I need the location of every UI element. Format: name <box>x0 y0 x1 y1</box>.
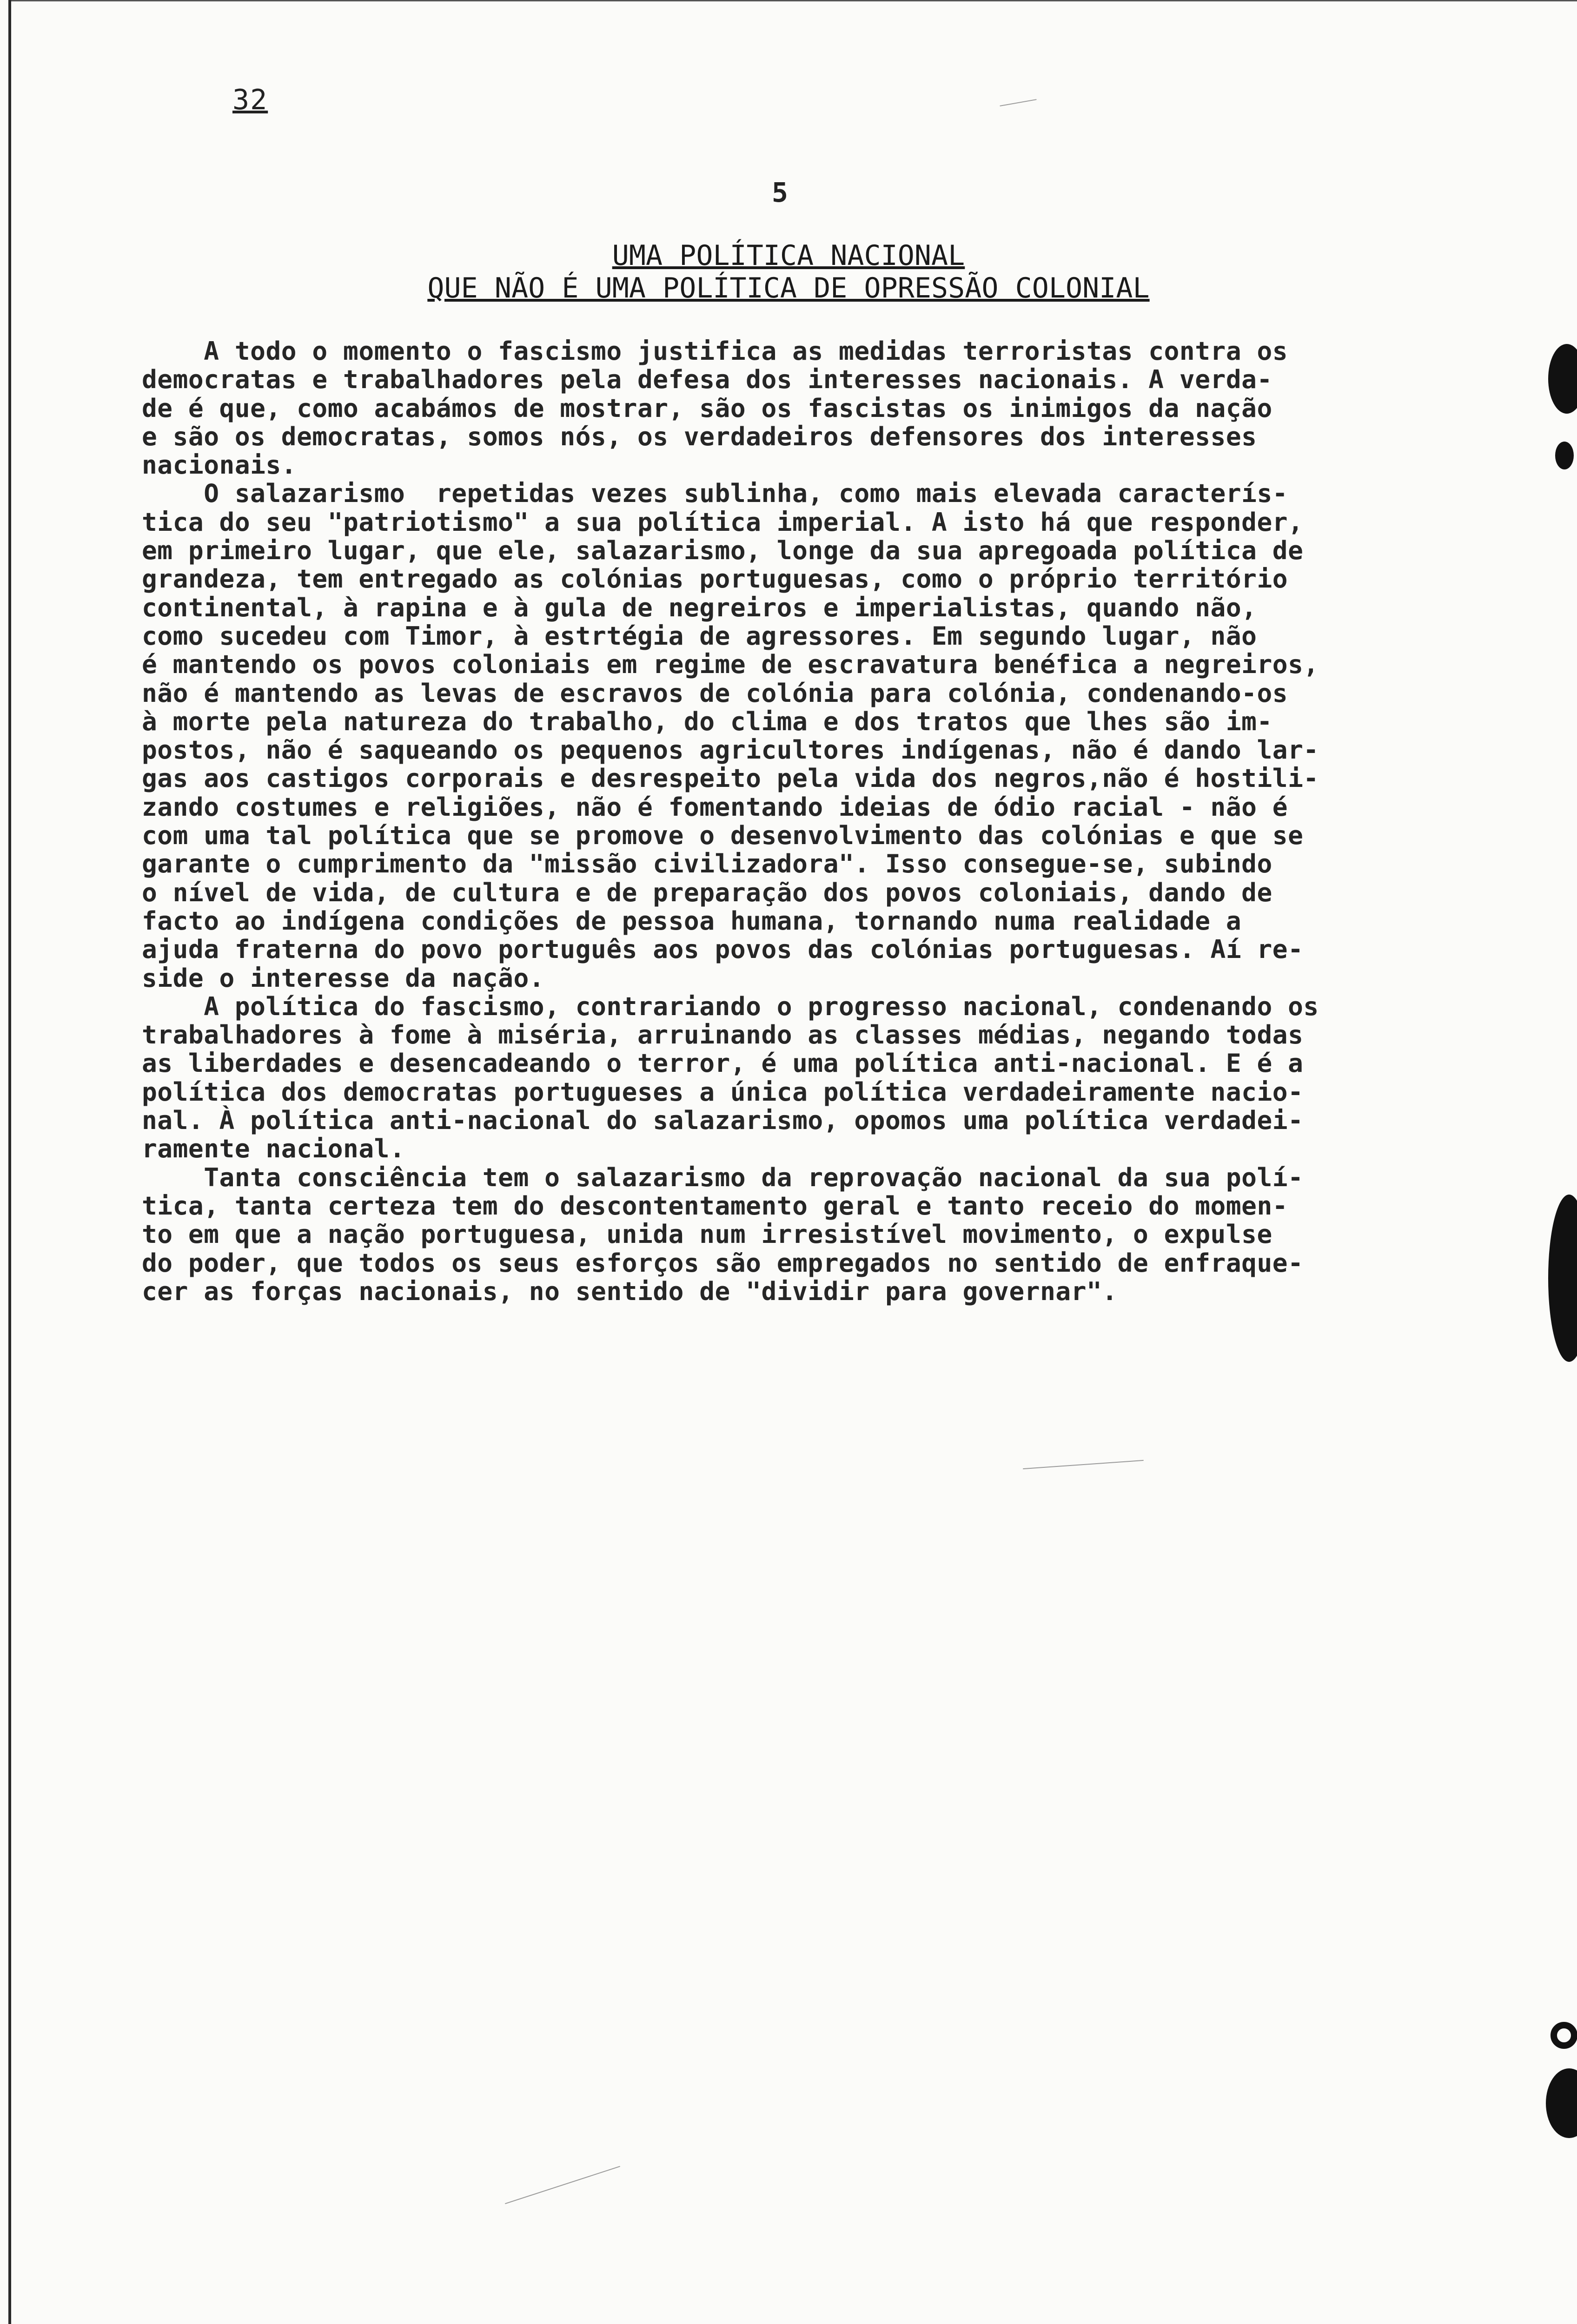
text-line: tica, tanta certeza tem do descontentamento geral e tanto receio do momen- <box>142 1190 1288 1221</box>
text-line: side o interesse da nação. <box>142 963 545 993</box>
text-line: nal. À política anti-nacional do salazarismo, opomos uma política verdadei- <box>142 1105 1304 1136</box>
body-text <box>142 337 1504 1306</box>
text-line: como sucedeu com Timor, à estrtégia de agressores. Em segundo lugar, não <box>142 621 1257 651</box>
section-number: 5 <box>772 177 788 208</box>
document-title <box>0 239 1577 304</box>
text-line: Tanta consciência tem o salazarismo da reprovação nacional da sua polí- <box>142 1162 1304 1192</box>
scan-speck <box>1000 99 1036 106</box>
text-line: gas aos castigos corporais e desrespeito pela vida dos negros,não é hostili- <box>142 763 1319 793</box>
text-line: democratas e trabalhadores pela defesa dos interesses nacionais. A verda- <box>142 364 1272 395</box>
text-line: ajuda fraterna do povo português aos povos das colónias portuguesas. Aí re- <box>142 934 1304 964</box>
punch-hole-blot <box>1548 344 1577 414</box>
text-line: continental, à rapina e à gula de negreiros e imperialistas, quando não, <box>142 592 1257 622</box>
punch-hole-ring <box>1550 2022 1577 2049</box>
scan-speck <box>1023 1460 1144 1469</box>
text-line: em primeiro lugar, que ele, salazarismo, longe da sua apregoada política de <box>142 535 1304 566</box>
text-line: política dos democratas portugueses a única política verdadeiramente nacio- <box>142 1076 1304 1107</box>
text-line: A todo o momento o fascismo justifica as medidas terroristas contra os <box>142 336 1288 366</box>
text-line: facto ao indígena condições de pessoa humana, tornando numa realidade a <box>142 905 1242 936</box>
text-line: as liberdades e desencadeando o terror, é uma política anti-nacional. E é a <box>142 1048 1304 1078</box>
punch-hole-blot <box>1555 442 1574 469</box>
text-line: com uma tal política que se promove o desenvolvimento das colónias e que se <box>142 820 1304 851</box>
scan-speck <box>505 2166 620 2204</box>
title-line-1: UMA POLÍTICA NACIONAL <box>612 239 965 272</box>
text-line: to em que a nação portuguesa, unida num irresistível movimento, o expulse <box>142 1219 1272 1249</box>
page-left-edge <box>8 0 11 2324</box>
page-top-edge <box>8 0 1577 1</box>
text-line: zando costumes e religiões, não é fomentando ideias de ódio racial - não é <box>142 792 1288 822</box>
page-number: 32 <box>232 84 268 116</box>
text-line: tica do seu "patriotismo" a sua política imperial. A isto há que responder, <box>142 507 1304 537</box>
text-line: de é que, como acabámos de mostrar, são os fascistas os inimigos da nação <box>142 393 1272 423</box>
text-line: cer as forças nacionais, no sentido de "dividir para governar". <box>142 1276 1118 1306</box>
text-line: A política do fascismo, contrariando o progresso nacional, condenando os <box>142 991 1319 1021</box>
text-line: garante o cumprimento da "missão civilizadora". Isso consegue-se, subindo <box>142 849 1272 879</box>
text-line: e são os democratas, somos nós, os verdadeiros defensores dos interesses <box>142 421 1257 451</box>
text-line: trabalhadores à fome à miséria, arruinando as classes médias, negando todas <box>142 1020 1304 1050</box>
text-line: não é mantendo as levas de escravos de colónia para colónia, condenando-os <box>142 678 1288 708</box>
text-line: é mantendo os povos coloniais em regime de escravatura benéfica a negreiros, <box>142 649 1319 680</box>
text-line: ramente nacional. <box>142 1134 405 1164</box>
title-line-2: QUE NÃO É UMA POLÍTICA DE OPRESSÃO COLONIAL <box>427 272 1150 304</box>
text-line: o nível de vida, de cultura e de preparação dos povos coloniais, dando de <box>142 877 1272 907</box>
text-line: postos, não é saqueando os pequenos agricultores indígenas, não é dando lar- <box>142 735 1319 765</box>
punch-hole-blot <box>1546 2068 1577 2138</box>
text-line: nacionais. <box>142 450 297 480</box>
punch-hole-blot <box>1548 1195 1577 1362</box>
text-line: grandeza, tem entregado as colónias portuguesas, como o próprio território <box>142 564 1288 594</box>
text-line: à morte pela natureza do trabalho, do clima e dos tratos que lhes são im- <box>142 706 1272 736</box>
text-line: O salazarismo repetidas vezes sublinha, como mais elevada caracterís- <box>142 478 1288 508</box>
text-line: do poder, que todos os seus esforços são empregados no sentido de enfraque- <box>142 1248 1304 1278</box>
